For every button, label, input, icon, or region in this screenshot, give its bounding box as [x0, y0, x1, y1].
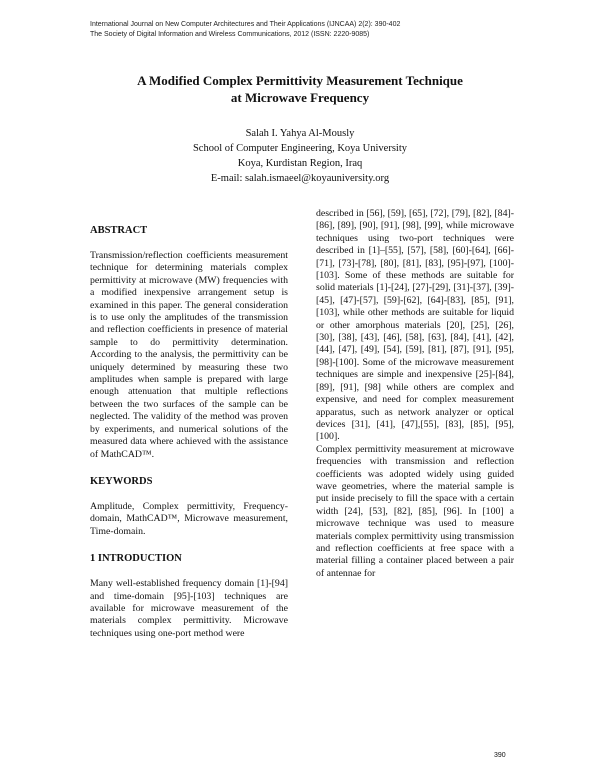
right-column — [316, 208, 514, 580]
paper-title — [0, 72, 600, 106]
keywords-heading: KEYWORDS — [90, 475, 153, 487]
introduction-paragraph-1-start: Many well-established frequency domain [1]-[94] and time-domain [95]-[103] techniques are available for microwave measurement of the materials complex permittivity. Microwave techniques using one-port method were — [90, 578, 288, 639]
author-email: E-mail: salah.ismaeel@koyauniversity.org — [210, 173, 390, 184]
author-name: Salah I. Yahya Al-Mously — [245, 128, 355, 139]
journal-header — [90, 20, 400, 40]
introduction-paragraph-2: Complex permittivity measurement at microwave frequencies with transmission and reflection coefficients was adopted widely using guided wave geometries, where the material sample is put inside precisely to fill the space with a certain width [24], [53], [82], [85], [96]. In [100] a microwave technique was used to measure materials complex permittivity using transmission and reflection coefficients at free space with a material filling a container placed between a pair of antennae for — [316, 443, 514, 579]
title-line-1: A Modified Complex Permittivity Measurement Technique — [137, 73, 463, 88]
keywords-text: Amplitude, Complex permittivity, Frequency-domain, MathCAD™, Microwave measurement, Time-domain. — [90, 500, 288, 537]
title-line-2: at Microwave Frequency — [230, 90, 370, 105]
abstract-text: Transmission/reflection coefficients measurement technique for determining materials complex permittivity at microwave (MW) frequencies with a modified inexpensive arrangement setup is examined in this paper. The general consideration is to use only the amplitudes of the transmission and reflection coefficients in presence of material sample to do permittivity determination. According to the analysis, the permittivity can be uniquely determined by measuring these two amplitudes when sample is prepared with large enough attenuation that multiple reflections between the two surfaces of the sample can be neglected. The validity of the method was proven by experiments, and numerical solutions of the measured data where achieved with the assistance of MathCAD™. — [90, 250, 288, 460]
page-number: 390 — [494, 752, 506, 759]
author-location: Koya, Kurdistan Region, Iraq — [237, 158, 363, 169]
left-column — [90, 224, 288, 640]
journal-line-1: International Journal on New Computer Architectures and Their Applications (IJNCAA) 2(2): 390-402 — [90, 21, 401, 28]
author-affiliation: School of Computer Engineering, Koya University — [192, 143, 408, 154]
introduction-paragraph-1-continued: described in [56], [59], [65], [72], [79], [82], [84]-[86], [89], [90], [91], [98], [99], while microwave techniques using two-port techniques were described in [1]–[55], [57], [58], [60]-[64], [66]-[71], [73]-[78], [80], [81], [83], [95]-[97], [100]-[103]. Some of these methods are suitable for solid materials [1]-[24], [27]-[29], [31]-[37], [39]-[45], [47]-[57], [59]-[62], [64]-[83], [85], [91], [103], while other methods are suitable for liquid or other amorphous materials [20], [25], [26], [30], [38], [43], [46], [58], [63], [84], [41], [42], [44], [47], [49], [54], [59], [81], [87], [91], [95], [98]-[100]. Some of the microwave measurement techniques are simple and inexpensive [25]-[84], [89], [91], [98] while others are complex and expensive, and need for complex measurement apparatus, such as network analyzer or optical devices [31], [41], [47],[55], [83], [85], [95], [100]. — [316, 208, 514, 443]
author-block — [0, 126, 600, 186]
journal-line-2: The Society of Digital Information and Wireless Communications, 2012 (ISSN: 2220-9085) — [90, 31, 370, 38]
abstract-heading: ABSTRACT — [90, 225, 148, 236]
introduction-heading: 1 INTRODUCTION — [90, 553, 182, 565]
